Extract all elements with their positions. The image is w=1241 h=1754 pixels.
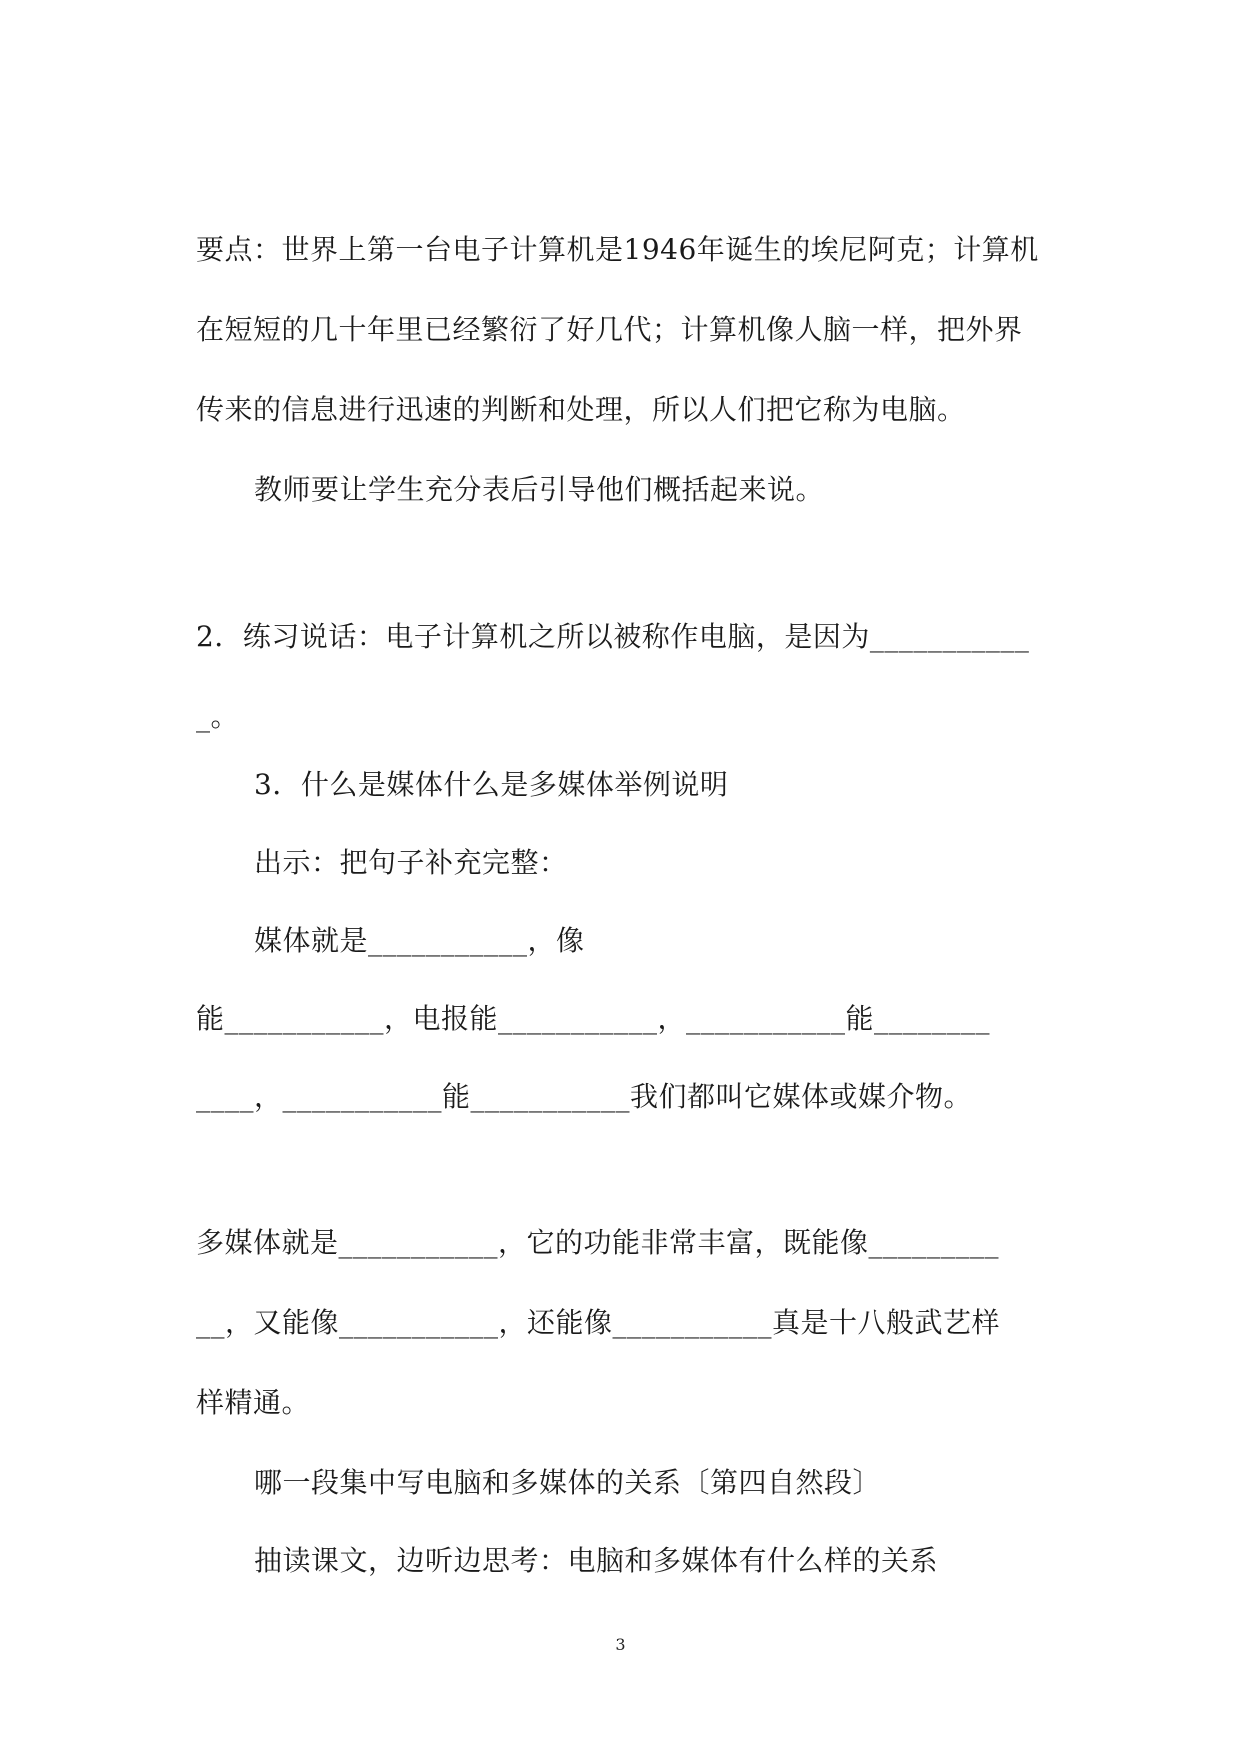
paragraph-line: 媒体就是___________，像 (254, 924, 585, 957)
paragraph-line: 哪一段集中写电脑和多媒体的关系〔第四自然段〕 (254, 1466, 882, 1499)
paragraph-line: 能___________，电报能___________，___________能________ (196, 1002, 991, 1035)
paragraph-line: 在短短的几十年里已经繁衍了好几代；计算机像人脑一样，把外界 (196, 313, 1023, 346)
paragraph-line: 出示：把句子补充完整： (254, 846, 568, 879)
page-number: 3 (615, 1635, 626, 1654)
paragraph-line: 要点：世界上第一台电子计算机是1946年诞生的埃尼阿克；计算机 (196, 233, 1039, 266)
paragraph-line: 2．练习说话：电子计算机之所以被称作电脑，是因为___________ (196, 620, 1030, 653)
paragraph-line: 传来的信息进行迅速的判断和处理，所以人们把它称为电脑。 (196, 393, 966, 426)
paragraph-line: 3．什么是媒体什么是多媒体举例说明 (254, 768, 729, 801)
paragraph-line: ____，___________能___________我们都叫它媒体或媒介物。 (196, 1080, 973, 1113)
paragraph-line: 多媒体就是___________，它的功能非常丰富，既能像_________ (196, 1226, 1000, 1259)
paragraph-line: _。 (196, 700, 240, 733)
paragraph-line: 抽读课文，边听边思考：电脑和多媒体有什么样的关系 (254, 1544, 939, 1577)
paragraph-line: 教师要让学生充分表后引导他们概括起来说。 (254, 473, 825, 506)
paragraph-line: __，又能像___________，还能像___________真是十八般武艺样 (196, 1306, 1001, 1339)
paragraph-line: 样精通。 (196, 1386, 311, 1419)
